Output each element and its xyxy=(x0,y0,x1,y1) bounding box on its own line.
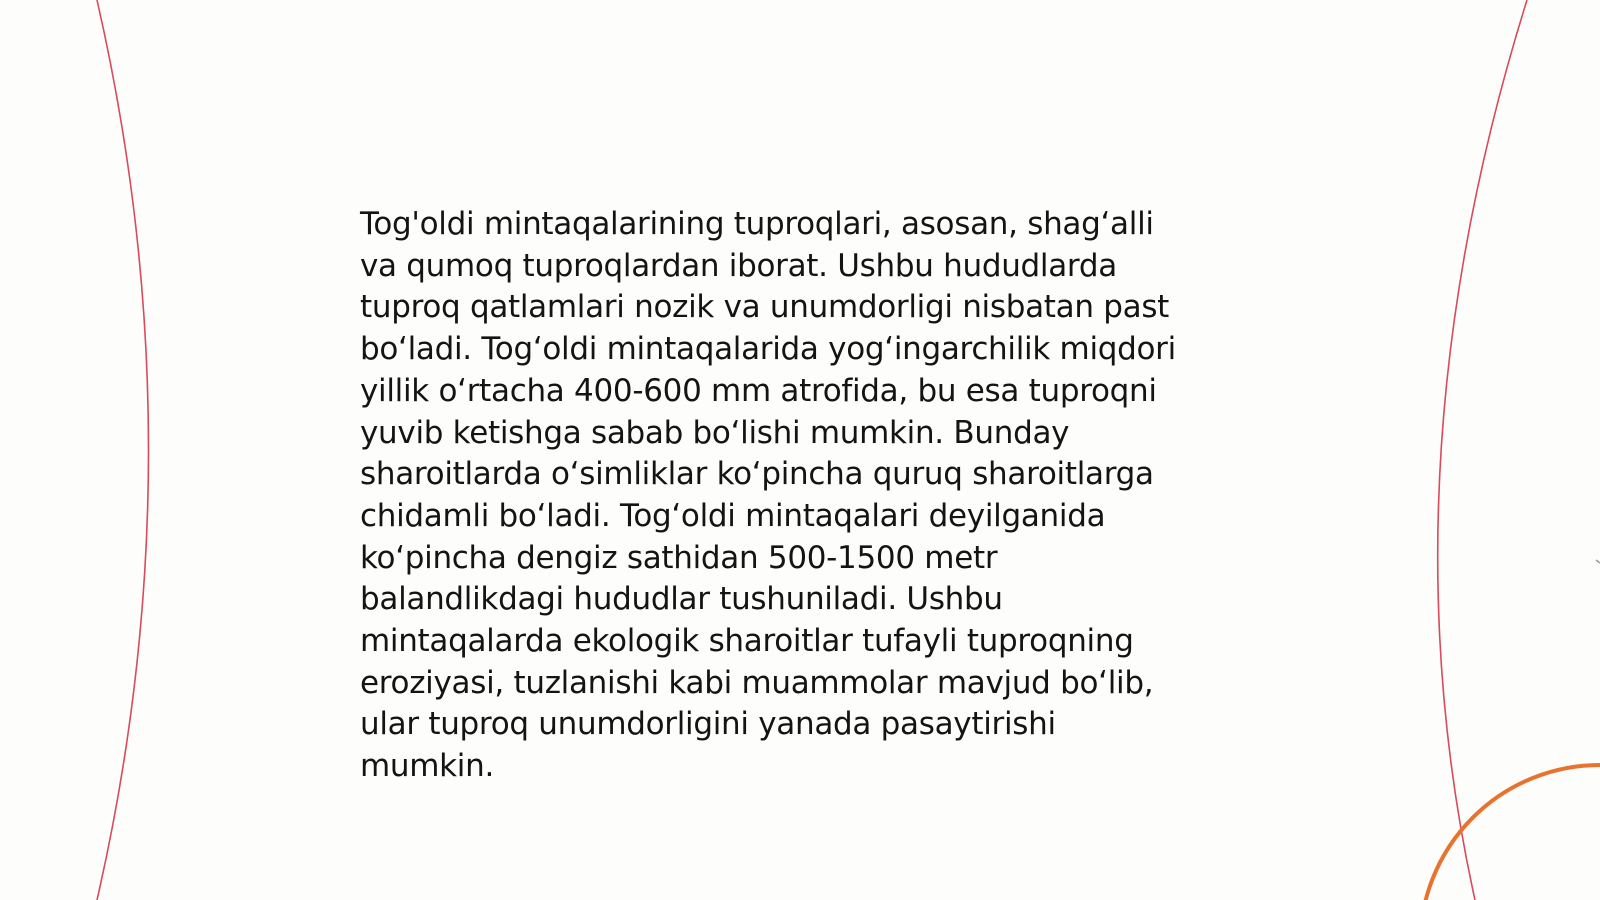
body-paragraph: Tog'oldi mintaqalarining tuproqlari, asosan, shag‘alli va qumoq tuproqlardan iborat. Ushbu hududlarda tuproq qatlamlari nozik va unumdorligi nisbatan past bo‘ladi. Tog‘oldi mintaqalarida yog‘ingarchilik miqdori yillik o‘rtacha 400-600 mm atrofida, bu esa tuproqni yuvib ketishga sabab bo‘lishi mumkin. Bunday sharoitlarda o‘simliklar ko‘pincha quruq sharoitlarga chidamli bo‘ladi. Tog‘oldi mintaqalari deyilganida ko‘pincha dengiz sathidan 500-1500 metr balandlikdagi hududlar tushuniladi. Ushbu mintaqalarda ekologik sharoitlar tufayli tuproqning eroziyasi, tuzlanishi kabi muammolar mavjud bo‘lib, ular tuproq unumdorligini yanada pasaytirishi mumkin. xyxy=(360,206,1176,785)
edge-mark xyxy=(1596,560,1600,563)
left-curve-line xyxy=(97,0,149,900)
orange-arc xyxy=(1420,765,1600,900)
right-curve-line xyxy=(1438,0,1527,900)
